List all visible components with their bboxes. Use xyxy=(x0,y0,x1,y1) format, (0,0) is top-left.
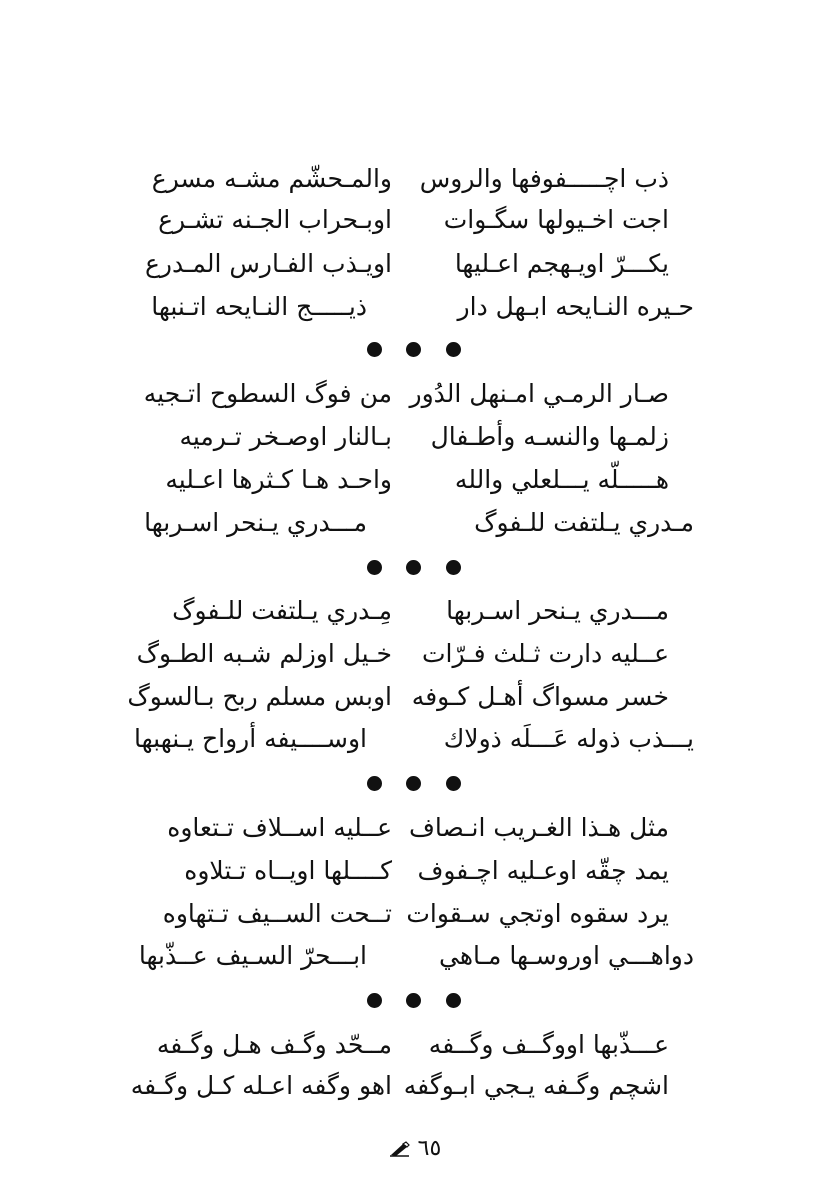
separator-dot xyxy=(406,776,421,791)
verse-right-hemistich: هـــــلّه يـــلعلي والله xyxy=(454,465,669,494)
verse-left-hemistich: خـيل اوزلم شـبه الطـوگ xyxy=(136,639,392,668)
verse-right-hemistich: مثل هـذا الغـريب انـصاف xyxy=(409,813,669,842)
verse-right-hemistich: اشچم وگـفه يـجي ابـوگفه xyxy=(403,1071,669,1100)
verse-left-hemistich: اوبس مسلم ربح بـالسوگ xyxy=(127,682,392,711)
verse-left-hemistich: اويـذب الفـارس المـدرع xyxy=(144,249,392,278)
verse-left-hemistich: بـالنار اوصـخر تـرميه xyxy=(179,422,392,451)
separator-dot xyxy=(406,560,421,575)
verse-right-hemistich: يكـــرّ اويـهجم اعـليها xyxy=(454,249,669,278)
verse-left-hemistich: والمـحشّم مشـه مسرع xyxy=(151,164,392,193)
verse-right-hemistich: خسر مسواگ أهـل كـوفه xyxy=(411,682,669,711)
verse-right-hemistich: اجت اخـيولها سگـوات xyxy=(443,205,669,234)
verse-left-hemistich: عــليه اســلاف تـتعاوه xyxy=(167,813,392,842)
verse-left-hemistich: مـــدري يـنحر اسـربها xyxy=(144,508,367,537)
verse-left-hemistich: ابـــحرّ السـيف عــذّبها xyxy=(138,941,367,970)
separator-dot xyxy=(367,776,382,791)
verse-right-hemistich: يمد چقّه اوعـليه اچـفوف xyxy=(417,856,669,885)
page-number-footer xyxy=(380,1135,450,1163)
verse-left-hemistich: كــــلها اويــاه تـتلاوه xyxy=(184,856,392,885)
verse-left-hemistich: تــحت الســيف تـتهاوه xyxy=(162,899,392,928)
separator-dot xyxy=(367,993,382,1008)
verse-right-hemistich: صـار الرمـي امـنهل الدُور xyxy=(409,379,669,408)
separator-dot xyxy=(406,342,421,357)
stanza-separator xyxy=(0,558,829,578)
pen-icon xyxy=(389,1141,411,1157)
verse-right-hemistich: زلمـها والنسـه وأطـفال xyxy=(430,422,669,451)
separator-dot xyxy=(406,993,421,1008)
verse-left-hemistich: مِـدري يـلتفت للـفوگ xyxy=(172,596,392,625)
separator-dot xyxy=(446,342,461,357)
separator-dot xyxy=(446,776,461,791)
verse-right-hemistich: يرد سقوه اوتجي سـقوات xyxy=(406,899,669,928)
verse-left-hemistich: اهو وگفه اعـله كـل وگـفه xyxy=(130,1071,392,1100)
separator-dot xyxy=(446,993,461,1008)
stanza-separator xyxy=(0,340,829,360)
verse-right-hemistich: ذب اچـــــفوفها والروس xyxy=(419,164,669,193)
stanza-separator xyxy=(0,774,829,794)
verse-left-hemistich: واحـد هـا كـثرها اعـليه xyxy=(165,465,392,494)
verse-left-hemistich: اوســــيفه أرواح يـنهبها xyxy=(134,724,367,753)
verse-right-hemistich: يـــذب ذوله عَـــلَه ذولاك xyxy=(443,724,694,753)
separator-dot xyxy=(446,560,461,575)
verse-right-hemistich: عـــذّبها اووگــف وگــفه xyxy=(428,1030,669,1059)
verse-right-hemistich: حـيره النـايحه ابـهل دار xyxy=(457,292,694,321)
verse-left-hemistich: اوبـحراب الجـنه تشـرع xyxy=(158,205,392,234)
verse-left-hemistich: من فوگ السطوح اتـجيه xyxy=(143,379,392,408)
verse-left-hemistich: مــحّد وگـف هـل وگـفه xyxy=(156,1030,392,1059)
verse-right-hemistich: عــليه دارت ثـلث فـرّات xyxy=(422,639,669,668)
separator-dot xyxy=(367,342,382,357)
verse-right-hemistich: دواهـــي اوروسـها مـاهي xyxy=(439,941,694,970)
separator-dot xyxy=(367,560,382,575)
verse-left-hemistich: ذيـــــج النـايحه اتـنبها xyxy=(151,292,367,321)
verse-right-hemistich: مـدري يـلتفت للـفوگ xyxy=(474,508,694,537)
verse-right-hemistich: مـــدري يـنحر اسـربها xyxy=(446,596,669,625)
stanza-separator xyxy=(0,991,829,1011)
page-number: ٦٥ xyxy=(417,1136,442,1161)
